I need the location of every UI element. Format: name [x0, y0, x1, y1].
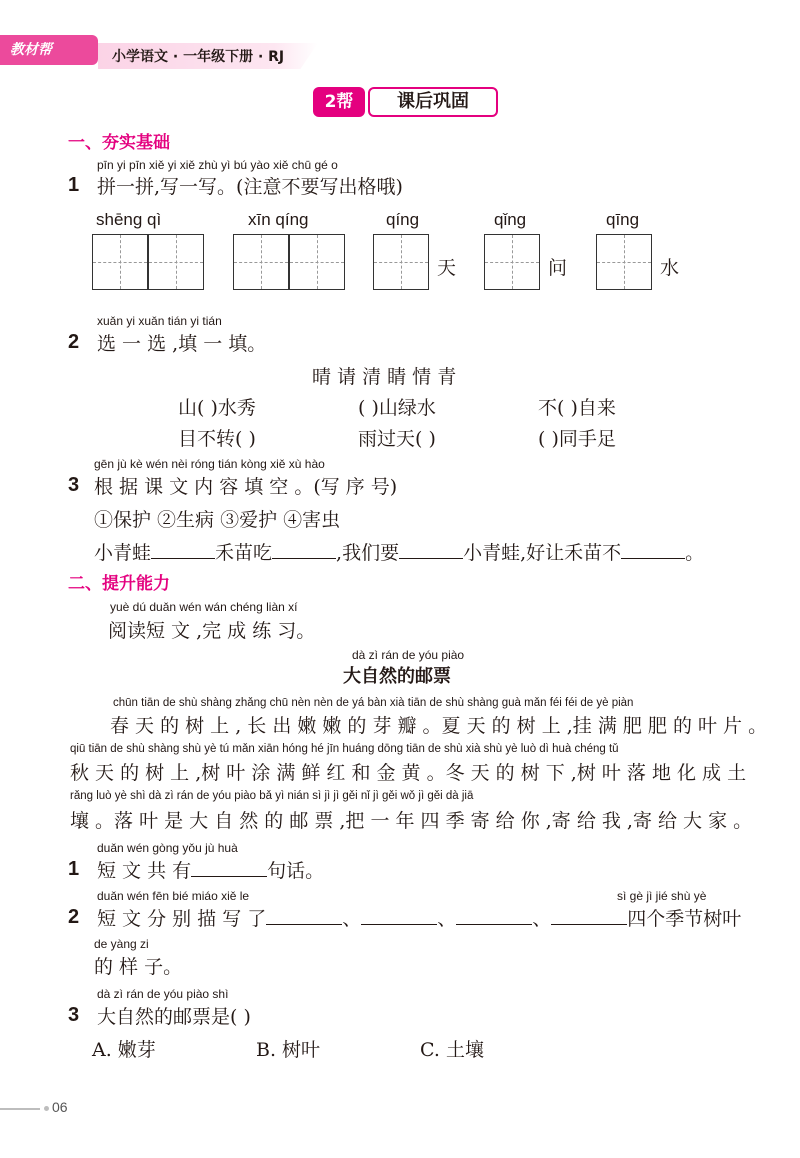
footer-rule — [0, 1108, 40, 1110]
section-title-improve: 二、提升能力 — [68, 574, 170, 594]
brand-tag: 教材帮 — [0, 35, 98, 65]
writing-grid-box[interactable] — [233, 234, 289, 290]
passage-line3-pinyin: rǎng luò yè shì dà zì rán de yóu piào bǎ yì nián sì jì jì gěi nǐ jì gěi wǒ jì gěi dà jiā — [70, 790, 474, 802]
passage-line1-pinyin: chūn tiān de shù shàng zhǎng chū nèn nèn de yá bàn xià tiān de shù shàng guà mǎn féi féi de yè piàn — [113, 697, 634, 709]
s2q2-pinyin-right: sì gè jì jié shù yè — [617, 889, 707, 903]
answer-blank[interactable] — [272, 540, 336, 559]
answer-blank[interactable] — [621, 540, 685, 559]
q1-pinyin-group-4: qǐng — [494, 210, 527, 229]
s2q2-pre: 短 文 分 别 描 写 了 — [97, 908, 267, 930]
q3-sentence — [94, 538, 704, 565]
q2-choices: 晴 请 清 睛 情 青 — [312, 366, 457, 388]
section-title-basics: 一、夯实基础 — [68, 133, 170, 153]
s2q3-number: 3 — [68, 1004, 80, 1026]
s2q2-sep-2: 、 — [437, 908, 457, 930]
q1-suffix-wen: 问 — [548, 257, 568, 279]
q1-pinyin-group-1: shēng qì — [96, 210, 162, 229]
answer-blank[interactable] — [191, 858, 267, 877]
q1-suffix-shui: 水 — [660, 257, 680, 279]
q2-blank-1: 山( )水秀 — [178, 397, 256, 419]
page-number: 06 — [52, 1099, 68, 1115]
q3-options: ①保护 ②生病 ③爱护 ④害虫 — [94, 509, 341, 531]
q2-number: 2 — [68, 331, 80, 353]
q2-pinyin: xuǎn yi xuǎn tián yi tián — [97, 314, 222, 328]
passage-line1: 春 天 的 树 上 , 长 出 嫩 嫩 的 芽 瓣 。夏 天 的 树 上 ,挂 满 肥 肥 的 叶 片 。 — [110, 715, 768, 737]
s2q3-option-b[interactable]: B. 树叶 — [256, 1039, 321, 1061]
s2q1-post: 句话。 — [267, 860, 325, 882]
q3-part-4: 小青蛙,好让禾苗不 — [463, 542, 622, 564]
answer-blank[interactable] — [456, 906, 532, 925]
q3-part-5: 。 — [685, 542, 705, 564]
book-title: 小学语文 · 一年级下册 · RJ — [112, 49, 285, 65]
answer-blank[interactable] — [399, 540, 463, 559]
q2-blank-2: ( )山绿水 — [358, 397, 436, 419]
answer-blank[interactable] — [361, 906, 437, 925]
answer-blank[interactable] — [551, 906, 627, 925]
footer-dot — [44, 1106, 49, 1111]
s2q2-text — [97, 904, 741, 931]
writing-grid-box[interactable] — [373, 234, 429, 290]
s2q3-option-a[interactable]: A. 嫩芽 — [92, 1039, 156, 1061]
s2q3-pinyin: dà zì rán de yóu piào shì — [97, 987, 229, 1001]
q3-part-2: 禾苗吃 — [215, 542, 273, 564]
s2q1-number: 1 — [68, 858, 80, 880]
s2q1-pinyin: duǎn wén gòng yǒu jù huà — [97, 841, 238, 855]
s2q2-line2-pinyin: de yàng zi — [94, 937, 149, 951]
intro-pinyin: yuè dú duǎn wén wán chéng liàn xí — [110, 600, 298, 614]
s2q1-pre: 短 文 共 有 — [97, 860, 192, 882]
s2q2-line2: 的 样 子。 — [94, 956, 183, 978]
writing-grid-box[interactable] — [289, 234, 345, 290]
writing-grid-box[interactable] — [484, 234, 540, 290]
passage-line2-pinyin: qiū tiān de shù shàng shù yè tú mǎn xiān hóng hé jīn huáng dōng tiān de shù xià shù yè luò dì huà chéng tǔ — [70, 743, 619, 755]
q1-suffix-tian: 天 — [437, 257, 457, 279]
s2q2-sep-1: 、 — [342, 908, 362, 930]
answer-blank[interactable] — [266, 906, 342, 925]
q1-pinyin-group-5: qīng — [606, 210, 640, 229]
q3-text: 根 据 课 文 内 容 填 空 。(写 序 号) — [94, 476, 398, 498]
writing-grid-box[interactable] — [148, 234, 204, 290]
s2q2-post: 四个季节树叶 — [627, 908, 742, 930]
q1-pinyin: pīn yi pīn xiě yi xiě zhù yì bú yào xiě chū gé o — [97, 158, 338, 172]
q1-text: 拼一拼,写一写。(注意不要写出格哦) — [97, 176, 403, 198]
writing-grid-box[interactable] — [596, 234, 652, 290]
banner-tag: 2帮 — [313, 87, 365, 117]
q1-pinyin-group-3: qíng — [386, 210, 420, 229]
s2q3-option-c[interactable]: C. 土壤 — [420, 1039, 484, 1061]
writing-grid-box[interactable] — [92, 234, 148, 290]
passage-line2: 秋 天 的 树 上 ,树 叶 涂 满 鲜 红 和 金 黄 。冬 天 的 树 下 ,树 叶 落 地 化 成 土 — [70, 762, 747, 784]
q3-number: 3 — [68, 474, 80, 496]
s2q2-number: 2 — [68, 906, 80, 928]
banner-title: 课后巩固 — [368, 87, 498, 117]
q1-pinyin-group-2: xīn qíng — [248, 210, 309, 229]
s2q2-sep-3: 、 — [532, 908, 552, 930]
q2-blank-6: ( )同手足 — [538, 428, 616, 450]
q2-blank-4: 目不转( ) — [178, 428, 256, 450]
s2q2-pinyin: duǎn wén fēn bié miáo xiě le — [97, 889, 250, 903]
q3-part-1: 小青蛙 — [94, 542, 152, 564]
q2-text: 选 一 选 ,填 一 填。 — [97, 333, 267, 355]
answer-blank[interactable] — [151, 540, 215, 559]
passage-title-pinyin: dà zì rán de yóu piào — [352, 648, 465, 662]
intro-text: 阅读短 文 ,完 成 练 习。 — [108, 620, 316, 642]
q2-blank-3: 不( )自来 — [538, 397, 616, 419]
q2-blank-5: 雨过天( ) — [358, 428, 436, 450]
s2q3-text: 大自然的邮票是( ) — [97, 1006, 251, 1028]
passage-line3: 壤 。落 叶 是 大 自 然 的 邮 票 ,把 一 年 四 季 寄 给 你 ,寄 给 我 ,寄 给 大 家 。 — [70, 810, 753, 832]
passage-title: 大自然的邮票 — [343, 666, 451, 687]
q1-number: 1 — [68, 174, 80, 196]
q3-pinyin: gēn jù kè wén nèi róng tián kòng xiě xù hào — [94, 457, 325, 471]
q3-part-3: ,我们要 — [336, 542, 400, 564]
s2q1-text — [97, 856, 324, 883]
